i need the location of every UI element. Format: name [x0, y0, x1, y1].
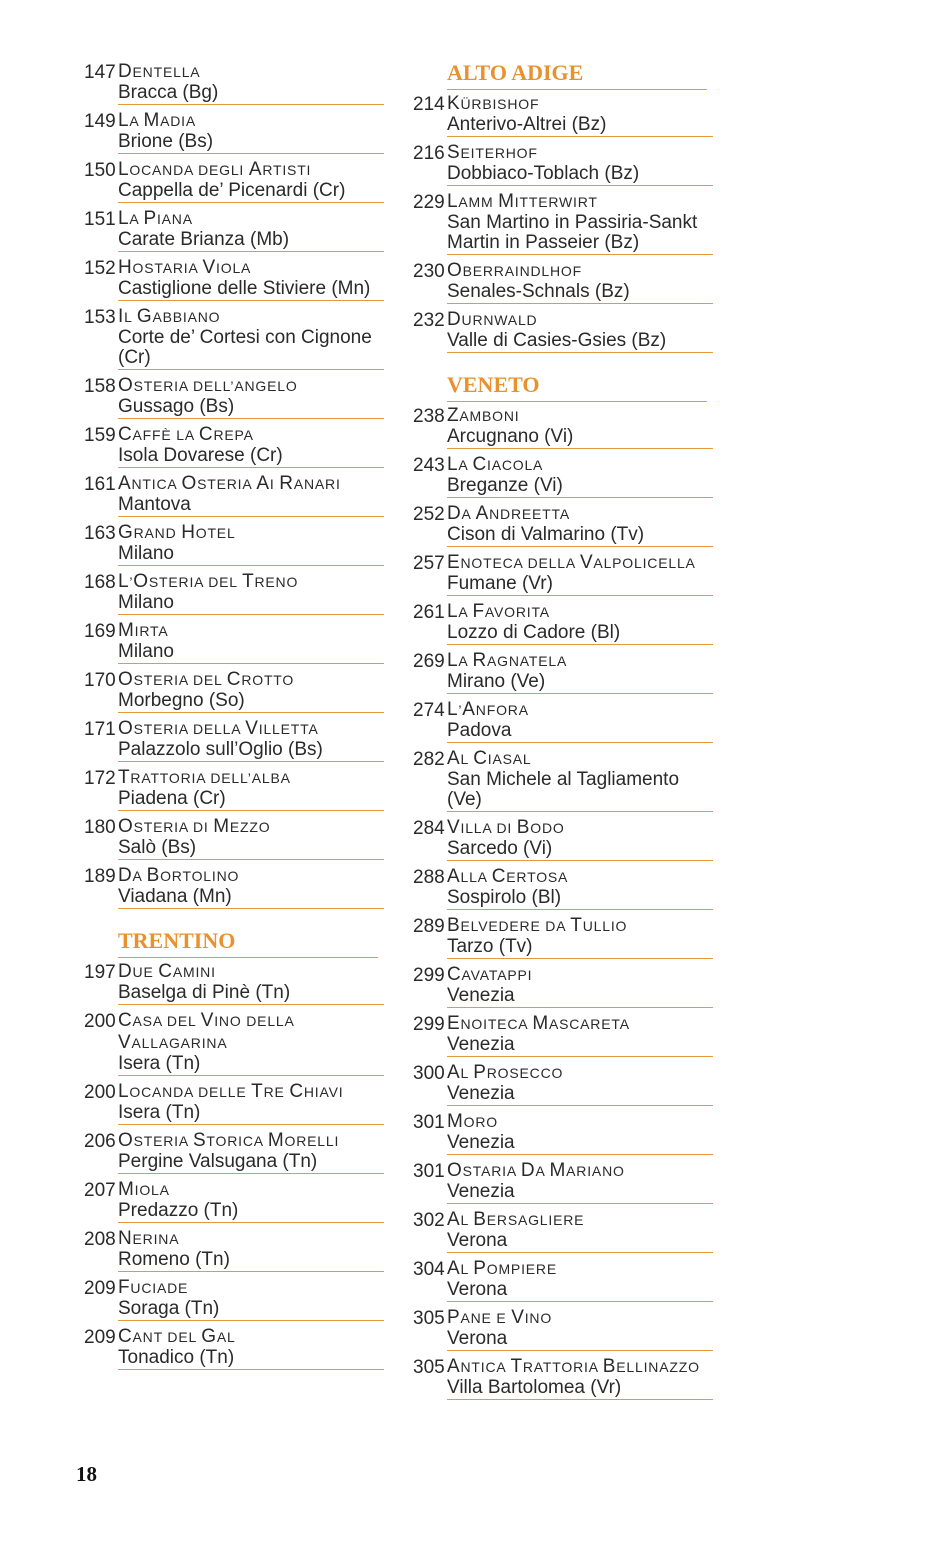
restaurant-name: LA MADIA	[118, 110, 196, 131]
entry-page-number: 284	[413, 818, 445, 839]
page-number: 18	[76, 1462, 97, 1486]
entry-page-number: 301	[413, 1161, 445, 1182]
entry-text	[447, 1209, 713, 1253]
restaurant-location: Isola Dovarese (Cr)	[118, 445, 283, 466]
list-item	[84, 424, 384, 468]
entry-page-number: 159	[84, 425, 116, 446]
entry-text	[118, 718, 384, 762]
entry-text	[118, 1179, 384, 1223]
restaurant-name: SEITERHOF	[447, 142, 538, 163]
entry-text	[118, 669, 384, 713]
entry-text	[118, 1130, 384, 1174]
entry-page-number: 200	[84, 1011, 116, 1032]
entry-text	[447, 699, 713, 743]
entry-page-number: 172	[84, 768, 116, 789]
entry-page-number: 209	[84, 1327, 116, 1348]
restaurant-location: Morbegno (So)	[118, 690, 245, 711]
restaurant-name: L’ANFORA	[447, 699, 529, 720]
list-item	[84, 718, 384, 762]
entry-page-number: 299	[413, 1014, 445, 1035]
restaurant-name: OSTERIA DELLA VILLETTA	[118, 718, 319, 739]
restaurant-name: MIRTA	[118, 620, 169, 641]
list-item	[413, 260, 713, 304]
list-item	[413, 699, 713, 743]
entry-page-number: 261	[413, 602, 445, 623]
list-item	[84, 375, 384, 419]
list-item	[413, 866, 713, 910]
entry-page-number: 206	[84, 1131, 116, 1152]
restaurant-location: San Michele al Tagliamento (Ve)	[447, 769, 680, 810]
list-item	[84, 961, 384, 1005]
restaurant-location: Tonadico (Tn)	[118, 1347, 235, 1368]
restaurant-name: DURNWALD	[447, 309, 538, 330]
entry-page-number: 208	[84, 1229, 116, 1250]
list-item	[84, 1081, 384, 1125]
entry-page-number: 299	[413, 965, 445, 986]
entry-page-number: 200	[84, 1082, 116, 1103]
list-item	[413, 191, 713, 255]
restaurant-location: Gussago (Bs)	[118, 396, 235, 417]
restaurant-name: LA CIACOLA	[447, 454, 544, 475]
restaurant-name: DA ANDREETTA	[447, 503, 570, 524]
restaurant-name: ANTICA TRATTORIA BELLINAZZO	[447, 1356, 700, 1377]
entry-page-number: 230	[413, 261, 445, 282]
list-item	[84, 865, 384, 909]
list-item	[84, 620, 384, 664]
restaurant-name: ENOTECA DELLA VALPOLICELLA	[447, 552, 696, 573]
restaurant-location: Venezia	[447, 985, 515, 1006]
entry-text	[118, 375, 384, 419]
entry-text	[447, 454, 713, 498]
list-item	[84, 1130, 384, 1174]
restaurant-location: Tarzo (Tv)	[447, 936, 533, 957]
entry-text	[118, 816, 384, 860]
entry-text	[447, 650, 713, 694]
restaurant-name: OSTERIA STORICA MORELLI	[118, 1130, 340, 1151]
list-item	[84, 159, 384, 203]
entry-page-number: 216	[413, 143, 445, 164]
entry-page-number: 180	[84, 817, 116, 838]
list-item	[413, 1258, 713, 1302]
entry-page-number: 151	[84, 209, 116, 230]
entry-page-number: 197	[84, 962, 116, 983]
entry-page-number: 229	[413, 192, 445, 213]
restaurant-name: LOCANDA DEGLI ARTISTI	[118, 159, 312, 180]
restaurant-name: BELVEDERE DA TULLIO	[447, 915, 628, 936]
entry-page-number: 274	[413, 700, 445, 721]
restaurant-location: Bracca (Bg)	[118, 82, 219, 103]
entry-page-number: 282	[413, 749, 445, 770]
restaurant-name: NERINA	[118, 1228, 180, 1249]
entry-text	[118, 257, 384, 301]
restaurant-location: Pergine Valsugana (Tn)	[118, 1151, 318, 1172]
restaurant-name: AL PROSECCO	[447, 1062, 564, 1083]
left-column	[84, 61, 384, 1375]
restaurant-name: KÜRBISHOF	[447, 93, 540, 114]
entry-text	[447, 1111, 713, 1155]
list-item	[84, 571, 384, 615]
entry-page-number: 207	[84, 1180, 116, 1201]
entry-text	[447, 309, 713, 353]
entry-text	[447, 748, 713, 812]
restaurant-location: Breganze (Vi)	[447, 475, 563, 496]
restaurant-name: OSTERIA DI MEZZO	[118, 816, 271, 837]
restaurant-name: AL POMPIERE	[447, 1258, 557, 1279]
entry-page-number: 305	[413, 1308, 445, 1329]
restaurant-location: Piadena (Cr)	[118, 788, 226, 809]
entry-page-number: 171	[84, 719, 116, 740]
restaurant-name: IL GABBIANO	[118, 306, 221, 327]
list-item	[413, 748, 713, 812]
restaurant-location: Sarcedo (Vi)	[447, 838, 553, 859]
entry-page-number: 301	[413, 1112, 445, 1133]
restaurant-location: Salò (Bs)	[118, 837, 197, 858]
restaurant-location: Cison di Valmarino (Tv)	[447, 524, 645, 545]
restaurant-location: Isera (Tn)	[118, 1102, 201, 1123]
entry-text	[447, 1258, 713, 1302]
restaurant-name: FUCIADE	[118, 1277, 189, 1298]
restaurant-name: LOCANDA DELLE TRE CHIAVI	[118, 1081, 344, 1102]
entry-page-number: 300	[413, 1063, 445, 1084]
entry-page-number: 305	[413, 1357, 445, 1378]
entry-page-number: 189	[84, 866, 116, 887]
restaurant-name: GRAND HOTEL	[118, 522, 236, 543]
entry-page-number: 269	[413, 651, 445, 672]
restaurant-location: Predazzo (Tn)	[118, 1200, 239, 1221]
entry-page-number: 257	[413, 553, 445, 574]
list-item	[413, 1307, 713, 1351]
entry-page-number: 209	[84, 1278, 116, 1299]
entry-page-number: 289	[413, 916, 445, 937]
restaurant-location: Castiglione delle Stiviere (Mn)	[118, 278, 371, 299]
list-item	[413, 1062, 713, 1106]
list-item	[413, 915, 713, 959]
list-item	[413, 1356, 713, 1400]
restaurant-location: Dobbiaco-Toblach (Bz)	[447, 163, 640, 184]
entry-text	[118, 424, 384, 468]
list-item	[84, 1277, 384, 1321]
entry-text	[447, 503, 713, 547]
restaurant-location: Milano	[118, 592, 174, 613]
entry-text	[118, 571, 384, 615]
restaurant-location: Senales-Schnals (Bz)	[447, 281, 630, 302]
restaurant-location: San Martino in Passiria-Sankt Martin in Passeier (Bz)	[447, 212, 698, 253]
entry-page-number: 161	[84, 474, 116, 495]
restaurant-location: Carate Brianza (Mb)	[118, 229, 290, 250]
restaurant-name: ZAMBONI	[447, 405, 520, 426]
entry-page-number: 147	[84, 62, 116, 83]
entry-text	[447, 552, 713, 596]
list-item	[84, 522, 384, 566]
restaurant-name: VILLA DI BODO	[447, 817, 565, 838]
restaurant-name: DUE CAMINI	[118, 961, 216, 982]
entry-text	[447, 601, 713, 645]
restaurant-location: Arcugnano (Vi)	[447, 426, 574, 447]
entry-text	[447, 866, 713, 910]
restaurant-name: DA BORTOLINO	[118, 865, 240, 886]
region-heading: TRENTINO	[118, 929, 378, 958]
restaurant-location: Lozzo di Cadore (Bl)	[447, 622, 621, 643]
entry-page-number: 170	[84, 670, 116, 691]
restaurant-name: AL CIASAL	[447, 748, 532, 769]
restaurant-location: Anterivo-Altrei (Bz)	[447, 114, 607, 135]
list-item	[84, 306, 384, 370]
entry-text	[447, 260, 713, 304]
entry-page-number: 169	[84, 621, 116, 642]
restaurant-location: Isera (Tn)	[118, 1053, 201, 1074]
restaurant-location: Baselga di Pinè (Tn)	[118, 982, 291, 1003]
entry-text	[447, 964, 713, 1008]
entry-text	[118, 1010, 384, 1076]
entry-page-number: 163	[84, 523, 116, 544]
list-item	[413, 142, 713, 186]
restaurant-location: Fumane (Vr)	[447, 573, 553, 594]
restaurant-location: Venezia	[447, 1181, 515, 1202]
list-item	[413, 817, 713, 861]
list-item	[84, 669, 384, 713]
restaurant-location: Viadana (Mn)	[118, 886, 232, 907]
list-item	[413, 503, 713, 547]
restaurant-location: Venezia	[447, 1034, 515, 1055]
restaurant-location: Venezia	[447, 1083, 515, 1104]
entry-text	[447, 1356, 713, 1400]
entry-page-number: 150	[84, 160, 116, 181]
restaurant-location: Verona	[447, 1328, 508, 1349]
list-item	[84, 473, 384, 517]
restaurant-name: CANT DEL GAL	[118, 1326, 236, 1347]
restaurant-name: LAMM MITTERWIRT	[447, 191, 598, 212]
entry-text	[118, 306, 384, 370]
region-heading: VENETO	[447, 373, 707, 402]
region-heading: ALTO ADIGE	[447, 61, 707, 90]
list-item	[84, 1179, 384, 1223]
list-item	[413, 1013, 713, 1057]
restaurant-name: L’OSTERIA DEL TRENO	[118, 571, 299, 592]
restaurant-name: DENTELLA	[118, 61, 201, 82]
list-item	[413, 650, 713, 694]
restaurant-name: MIOLA	[118, 1179, 170, 1200]
restaurant-location: Cappella de’ Picenardi (Cr)	[118, 180, 346, 201]
restaurant-name: ENOITECA MASCARETA	[447, 1013, 630, 1034]
list-item	[84, 767, 384, 811]
entry-page-number: 153	[84, 307, 116, 328]
entry-page-number: 158	[84, 376, 116, 397]
restaurant-location: Verona	[447, 1279, 508, 1300]
list-item	[413, 93, 713, 137]
restaurant-name: ANTICA OSTERIA AI RANARI	[118, 473, 341, 494]
entry-page-number: 243	[413, 455, 445, 476]
entry-text	[118, 208, 384, 252]
list-item	[413, 964, 713, 1008]
entry-text	[118, 61, 384, 105]
entry-text	[447, 1160, 713, 1204]
restaurant-name: AL BERSAGLIERE	[447, 1209, 585, 1230]
entry-text	[118, 1228, 384, 1272]
restaurant-location: Soraga (Tn)	[118, 1298, 220, 1319]
restaurant-name: LA FAVORITA	[447, 601, 550, 622]
entry-text	[447, 191, 713, 255]
restaurant-location: Villa Bartolomea (Vr)	[447, 1377, 622, 1398]
entry-text	[118, 473, 384, 517]
entry-page-number: 238	[413, 406, 445, 427]
entry-text	[118, 767, 384, 811]
restaurant-name: OBERRAINDLHOF	[447, 260, 582, 281]
restaurant-name: LA RAGNATELA	[447, 650, 568, 671]
list-item	[413, 1160, 713, 1204]
entry-text	[447, 1062, 713, 1106]
entry-text	[447, 405, 713, 449]
right-column	[413, 61, 713, 1405]
restaurant-name: CAFFÈ LA CREPA	[118, 424, 254, 445]
list-item	[413, 405, 713, 449]
list-item	[84, 110, 384, 154]
entry-text	[118, 865, 384, 909]
list-item	[413, 1111, 713, 1155]
entry-text	[118, 159, 384, 203]
list-item	[84, 816, 384, 860]
entry-text	[447, 915, 713, 959]
entry-text	[447, 93, 713, 137]
restaurant-name: OSTERIA DELL’ANGELO	[118, 375, 298, 396]
entry-page-number: 252	[413, 504, 445, 525]
restaurant-location: Palazzolo sull’Oglio (Bs)	[118, 739, 323, 760]
entry-text	[447, 817, 713, 861]
restaurant-name: CASA DEL VINO DELLA VALLAGARINA	[118, 1010, 294, 1053]
restaurant-location: Corte de’ Cortesi con Cignone (Cr)	[118, 327, 372, 368]
entry-page-number: 152	[84, 258, 116, 279]
restaurant-location: Venezia	[447, 1132, 515, 1153]
restaurant-location: Brione (Bs)	[118, 131, 214, 152]
list-item	[413, 552, 713, 596]
entry-page-number: 232	[413, 310, 445, 331]
restaurant-name: MORO	[447, 1111, 498, 1132]
entry-text	[447, 1013, 713, 1057]
restaurant-name: LA PIANA	[118, 208, 193, 229]
entry-text	[118, 110, 384, 154]
entry-page-number: 149	[84, 111, 116, 132]
list-item	[413, 1209, 713, 1253]
restaurant-name: TRATTORIA DELL’ALBA	[118, 767, 291, 788]
restaurant-name: CAVATAPPI	[447, 964, 533, 985]
list-item	[413, 454, 713, 498]
list-item	[413, 309, 713, 353]
restaurant-name: PANE E VINO	[447, 1307, 553, 1328]
restaurant-location: Sospirolo (Bl)	[447, 887, 562, 908]
restaurant-name: HOSTARIA VIOLA	[118, 257, 252, 278]
restaurant-location: Mantova	[118, 494, 191, 515]
entry-text	[118, 1277, 384, 1321]
entry-text	[118, 620, 384, 664]
entry-text	[118, 1081, 384, 1125]
entry-page-number: 168	[84, 572, 116, 593]
restaurant-location: Mirano (Ve)	[447, 671, 546, 692]
list-item	[84, 208, 384, 252]
list-item	[84, 257, 384, 301]
list-item	[413, 601, 713, 645]
restaurant-name: OSTERIA DEL CROTTO	[118, 669, 295, 690]
entry-page-number: 214	[413, 94, 445, 115]
restaurant-location: Verona	[447, 1230, 508, 1251]
entry-page-number: 302	[413, 1210, 445, 1231]
restaurant-location: Milano	[118, 543, 174, 564]
restaurant-name: OSTARIA DA MARIANO	[447, 1160, 625, 1181]
restaurant-location: Padova	[447, 720, 512, 741]
entry-text	[118, 961, 384, 1005]
list-item	[84, 1326, 384, 1370]
restaurant-location: Valle di Casies-Gsies (Bz)	[447, 330, 667, 351]
entry-text	[118, 1326, 384, 1370]
restaurant-location: Milano	[118, 641, 174, 662]
entry-text	[447, 1307, 713, 1351]
entry-text	[447, 142, 713, 186]
entry-text	[118, 522, 384, 566]
entry-page-number: 288	[413, 867, 445, 888]
list-item	[84, 61, 384, 105]
list-item	[84, 1010, 384, 1076]
restaurant-location: Romeno (Tn)	[118, 1249, 230, 1270]
restaurant-name: ALLA CERTOSA	[447, 866, 569, 887]
list-item	[84, 1228, 384, 1272]
entry-page-number: 304	[413, 1259, 445, 1280]
